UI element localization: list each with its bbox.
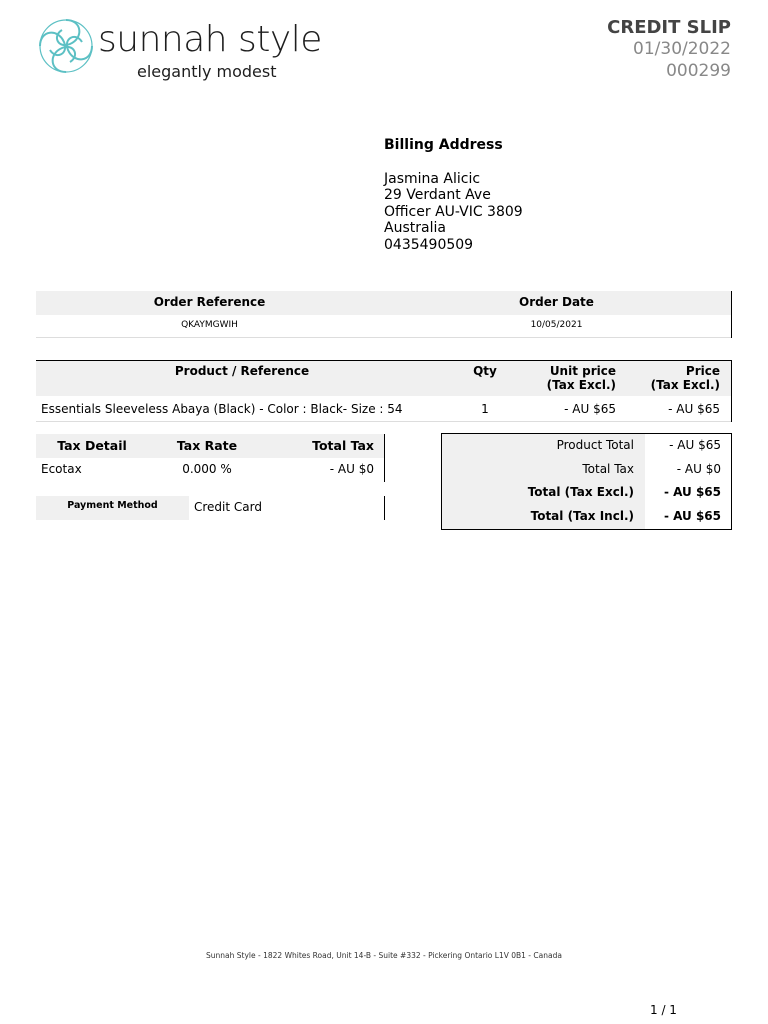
price-header: Price (Tax Excl.) <box>650 364 720 392</box>
total-tax-header: Total Tax <box>312 438 374 453</box>
brand-tagline: elegantly modest <box>137 62 277 81</box>
total-tax-incl-value: - AU $65 <box>663 508 721 523</box>
document-number: 000299 <box>666 61 731 81</box>
order-reference-value: QKAYMGWIH <box>181 320 238 330</box>
order-reference-header: Order Reference <box>153 295 266 309</box>
table-row <box>36 458 384 482</box>
knot-logo-icon <box>34 14 98 78</box>
payment-method-value: Credit Card <box>194 500 262 514</box>
order-table <box>36 291 732 338</box>
payment-method <box>36 496 385 520</box>
billing-line-phone: 0435490509 <box>384 236 474 253</box>
payment-method-label: Payment Method <box>36 496 189 520</box>
table-row <box>442 434 731 458</box>
tax-detail-header: Tax Detail <box>57 438 127 453</box>
order-date-value: 10/05/2021 <box>530 320 583 330</box>
table-row <box>36 397 731 422</box>
billing-line-name: Jasmina Alicic <box>384 170 481 187</box>
total-tax-incl-label: Total (Tax Incl.) <box>530 508 634 523</box>
product-unit-price: - AU $65 <box>564 402 616 416</box>
document-date: 01/30/2022 <box>633 39 731 59</box>
billing-heading: Billing Address <box>384 137 503 153</box>
document-title: CREDIT SLIP <box>607 17 731 38</box>
product-table <box>36 360 732 422</box>
tax-rate-value: 0.000 % <box>182 462 232 476</box>
tax-detail-value: Ecotax <box>41 462 82 476</box>
tax-rate-header: Tax Rate <box>176 438 238 453</box>
table-row <box>442 481 731 505</box>
product-name: Essentials Sleeveless Abaya (Black) - Color : Black- Size : 54 <box>41 402 403 416</box>
tax-table <box>36 434 385 482</box>
order-table-header <box>36 291 731 315</box>
table-row <box>442 505 731 529</box>
product-total-label: Product Total <box>556 438 634 452</box>
product-header: Product / Reference <box>174 364 310 378</box>
page-number: 1 / 1 <box>650 1003 677 1017</box>
product-price: - AU $65 <box>668 402 720 416</box>
billing-address <box>384 137 523 254</box>
totals-table <box>441 433 732 530</box>
unit-price-header: Unit price (Tax Excl.) <box>546 364 616 392</box>
billing-line-country: Australia <box>384 220 446 237</box>
total-tax-excl-value: - AU $65 <box>663 485 721 499</box>
qty-header: Qty <box>473 364 497 378</box>
product-qty: 1 <box>481 402 489 416</box>
total-tax-amount: - AU $0 <box>676 461 721 476</box>
tax-table-header <box>36 434 384 458</box>
billing-line-city: Officer AU-VIC 3809 <box>384 203 523 220</box>
billing-line-street: 29 Verdant Ave <box>384 187 491 204</box>
brand-name: sunnah style <box>98 19 322 60</box>
order-date-header: Order Date <box>519 295 594 309</box>
page-footer: Sunnah Style - 1822 Whites Road, Unit 14-B - Suite #332 - Pickering Ontario L1V 0B1 - Canada <box>206 951 562 960</box>
company-logo <box>34 14 334 86</box>
total-tax-value: - AU $0 <box>329 462 374 476</box>
product-total-value: - AU $65 <box>669 438 721 452</box>
table-row <box>36 315 731 338</box>
product-table-header <box>36 361 731 396</box>
table-row <box>442 458 731 482</box>
total-tax-excl-label: Total (Tax Excl.) <box>527 485 634 499</box>
total-tax-label: Total Tax <box>582 461 634 476</box>
